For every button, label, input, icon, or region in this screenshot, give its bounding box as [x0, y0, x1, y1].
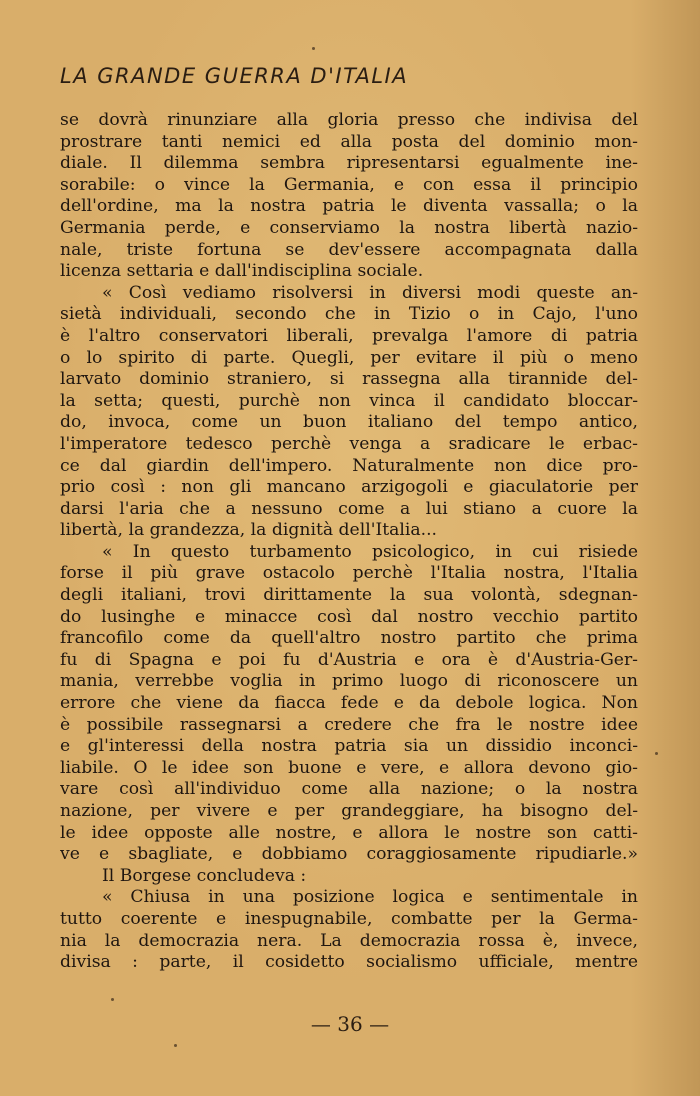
text-line: darsi l'aria che a nessuno come a lui stiano a cuore la: [60, 498, 638, 519]
paper-speck: [312, 47, 315, 50]
paper-speck: [655, 752, 658, 755]
text-line: è l'altro conservatori liberali, prevalga l'amore di patria: [60, 325, 638, 346]
text-line: l'imperatore tedesco perchè venga a sradicare le erbac-: [60, 433, 638, 454]
text-line: è possibile rassegnarsi a credere che fra le nostre idee: [60, 714, 638, 735]
text-line: Il Borgese concludeva :: [102, 865, 307, 886]
text-line: se dovrà rinunziare alla gloria presso che indivisa del: [60, 110, 638, 130]
text-line: ce dal giardin dell'impero. Naturalmente non dice pro-: [60, 455, 638, 476]
text-line: la setta; questi, purchè non vinca il candidato bloccar-: [60, 390, 638, 411]
text-line: tutto coerente e inespugnabile, combatte per la Germa-: [60, 908, 638, 929]
text-line: o lo spirito di parte. Quegli, per evitare il più o meno: [60, 347, 638, 368]
text-line: divisa : parte, il cosidetto socialismo ufficiale, mentre: [60, 952, 638, 973]
text-line: mania, verrebbe voglia in primo luogo di riconoscere un: [60, 671, 638, 692]
text-line: liabile. O le idee son buone e vere, e allora devono gio-: [60, 757, 638, 778]
text-line: do lusinghe e minacce così dal nostro vecchio partito: [60, 606, 638, 627]
text-line: fu di Spagna e poi fu d'Austria e ora è d'Austria-Ger-: [60, 649, 638, 670]
paper-speck: [174, 1044, 177, 1047]
text-line: « Chiusa in una posizione logica e sentimentale in: [102, 887, 638, 908]
text-line: francofilo come da quell'altro nostro partito che prima: [60, 628, 638, 649]
text-line: licenza settaria e dall'indisciplina sociale.: [60, 261, 424, 282]
text-line: errore che viene da fiacca fede e da debole logica. Non: [60, 693, 638, 714]
text-line: sietà individuali, secondo che in Tizio o in Cajo, l'uno: [60, 304, 638, 325]
text-line: « In questo turbamento psicologico, in cui risiede: [102, 541, 638, 562]
text-line: do, invoca, come un buon italiano del tempo antico,: [60, 412, 638, 433]
text-line: prio così : non gli mancano arzigogoli e giaculatorie per: [60, 477, 638, 498]
running-head: LA GRANDE GUERRA D'ITALIA: [60, 64, 409, 88]
text-line: forse il più grave ostacolo perchè l'Italia nostra, l'Italia: [60, 563, 638, 584]
page-number: — 36 —: [310, 1012, 390, 1036]
text-line: sorabile: o vince la Germania, e con essa il principio: [60, 174, 638, 195]
text-line: e gl'interessi della nostra patria sia un dissidio inconci-: [60, 736, 638, 757]
text-line: diale. Il dilemma sembra ripresentarsi egualmente ine-: [60, 153, 638, 174]
text-line: nale, triste fortuna se dev'essere accompagnata dalla: [60, 239, 638, 260]
text-line: prostrare tanti nemici ed alla posta del dominio mon-: [60, 131, 638, 152]
text-line: nia la democrazia nera. La democrazia rossa è, invece,: [60, 930, 638, 951]
body-text: [60, 110, 638, 974]
text-line: degli italiani, trovi dirittamente la sua volontà, sdegnan-: [60, 585, 638, 606]
text-line: Germania perde, e conserviamo la nostra libertà nazio-: [60, 217, 638, 238]
text-line: larvato dominio straniero, si rassegna alla tirannide del-: [60, 369, 638, 390]
text-line: ve e sbagliate, e dobbiamo coraggiosamente ripudiarle.»: [60, 844, 638, 865]
text-line: vare così all'individuo come alla nazione; o la nostra: [60, 779, 638, 800]
text-line: « Così vediamo risolversi in diversi modi queste an-: [102, 282, 638, 303]
text-line: nazione, per vivere e per grandeggiare, ha bisogno del-: [60, 801, 638, 821]
text-line: dell'ordine, ma la nostra patria le diventa vassalla; o la: [60, 196, 638, 217]
text-line: le idee opposte alle nostre, e allora le nostre son catti-: [60, 822, 638, 843]
paper-speck: [111, 998, 114, 1001]
text-line: libertà, la grandezza, la dignità dell'Italia...: [60, 520, 438, 541]
